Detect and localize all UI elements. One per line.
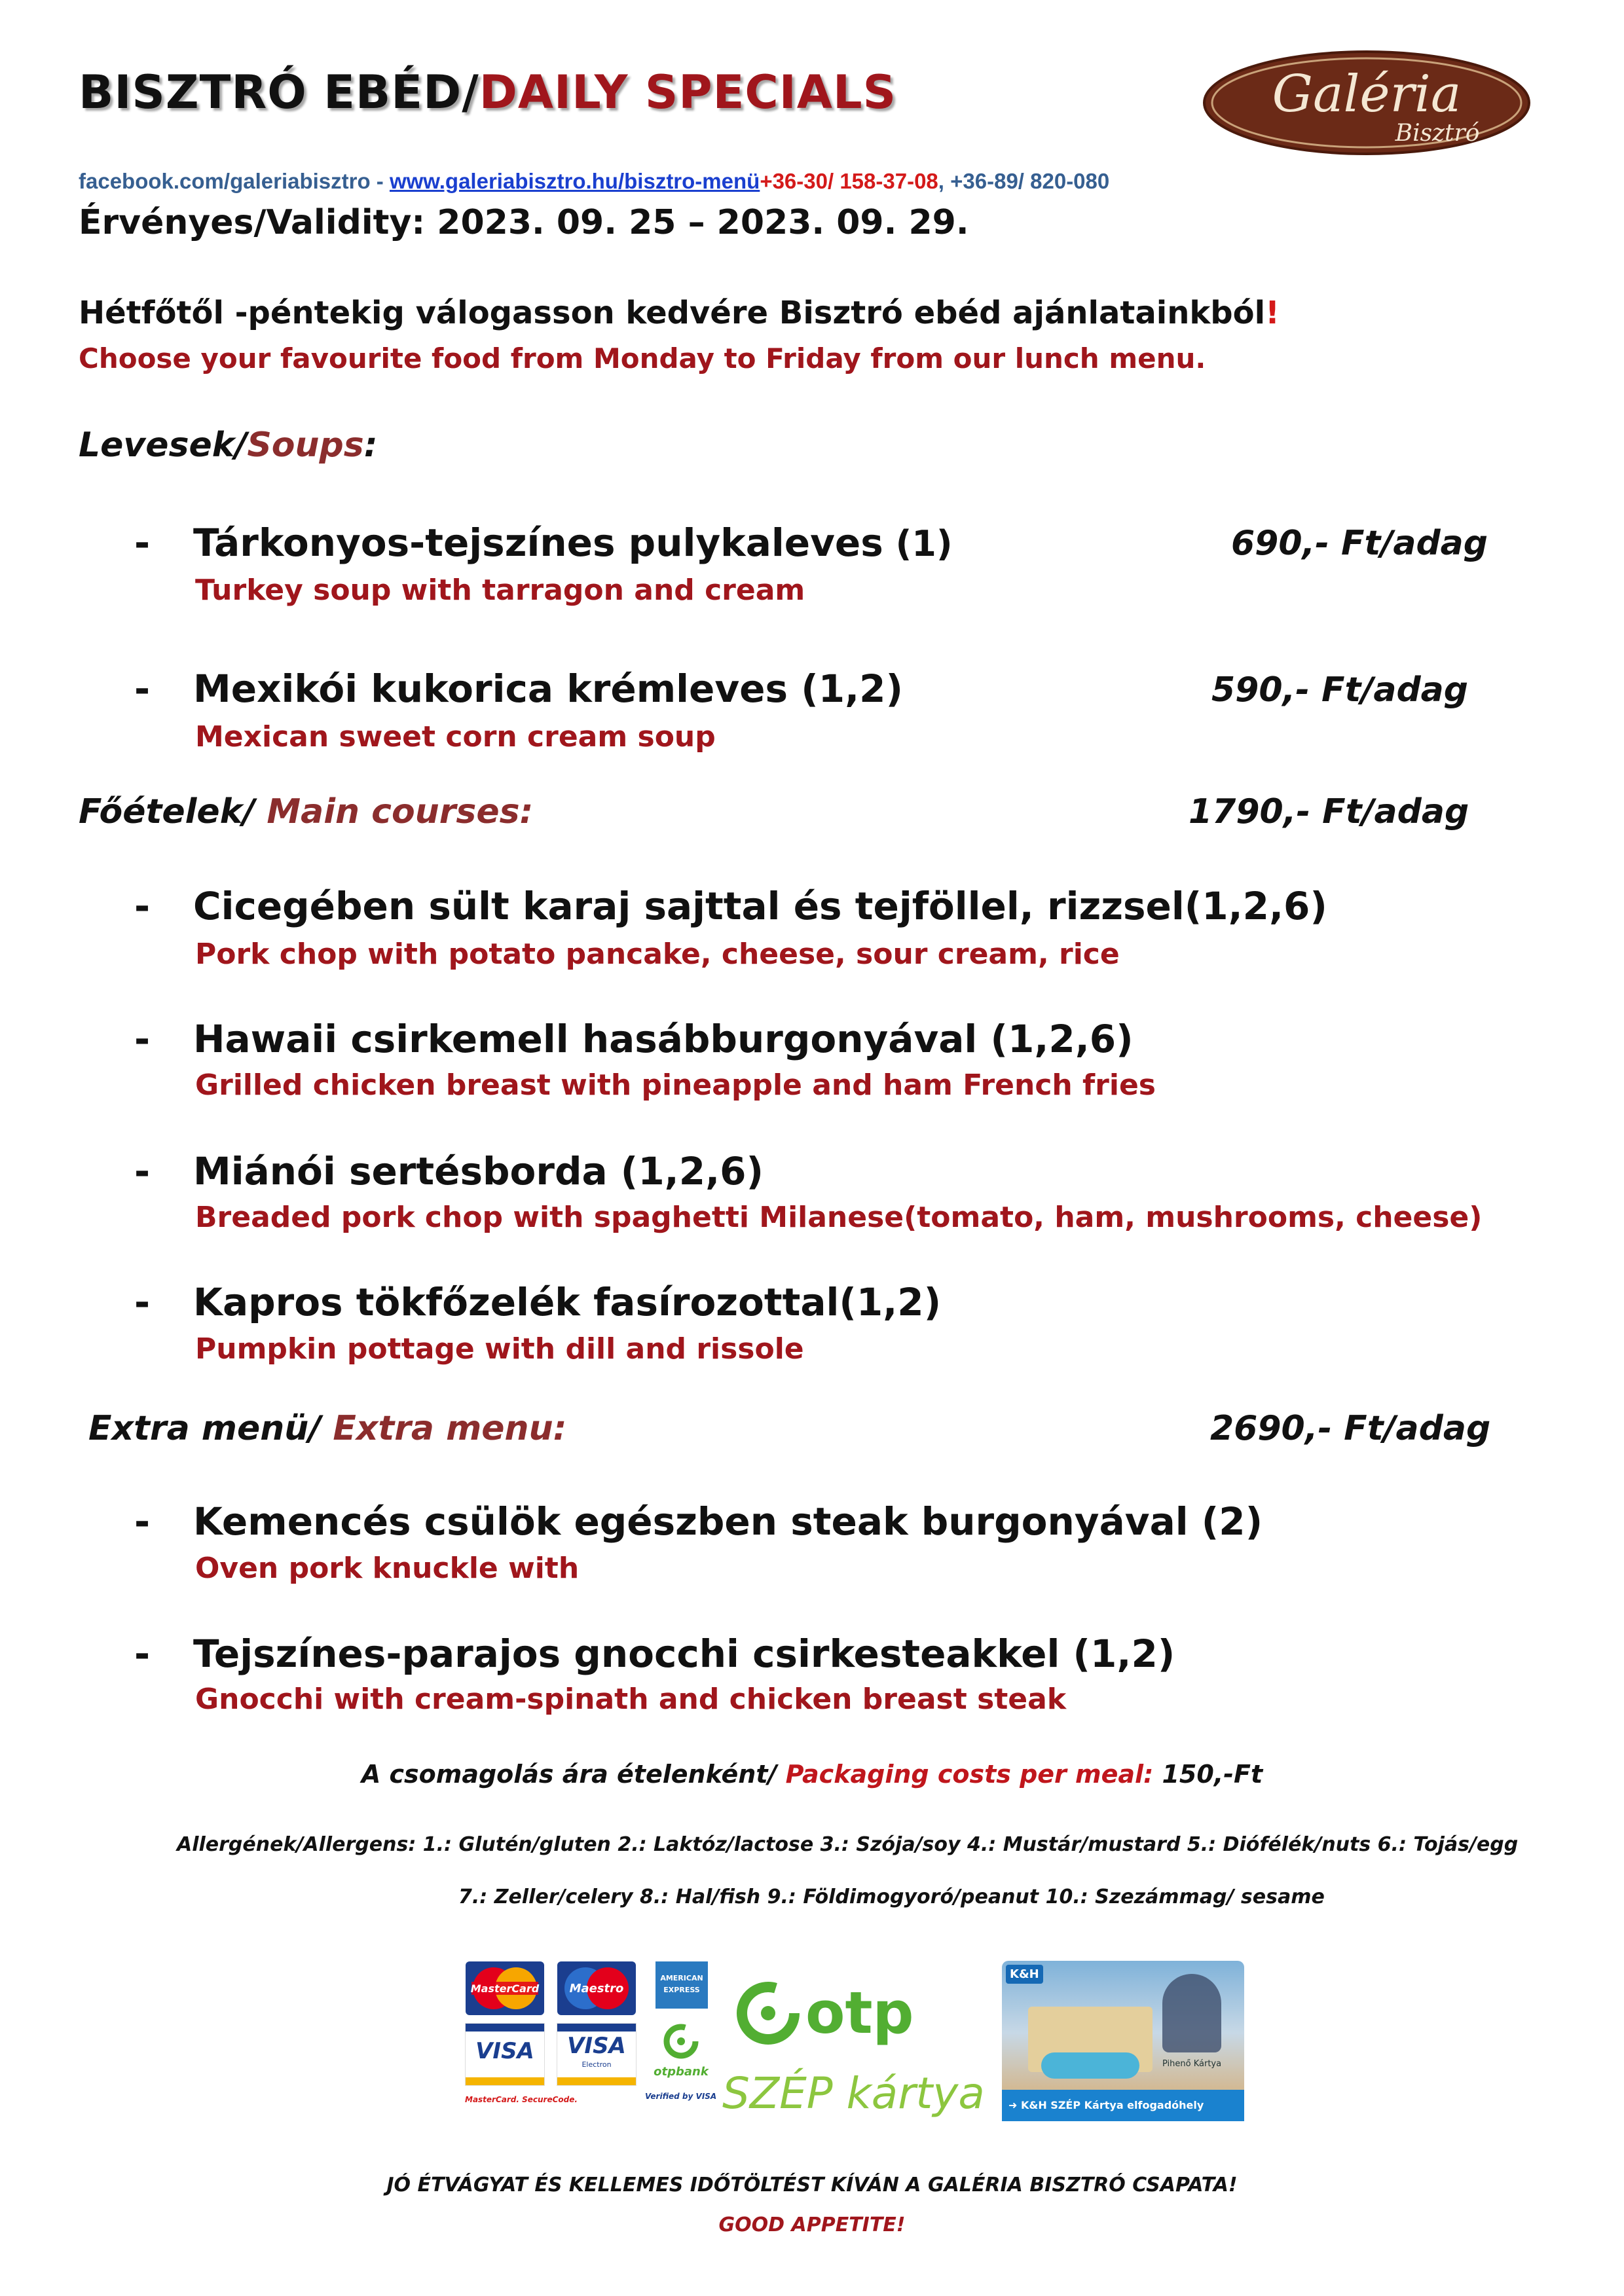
bullet-dash: - (134, 666, 151, 711)
kh-accept-text: K&H SZÉP Kártya elfogadóhely (1020, 2099, 1204, 2111)
soups-title-en: Soups (247, 426, 364, 465)
mastercard-icon (465, 1961, 545, 2016)
contact-line (79, 169, 1109, 194)
dish-name: Tejszínes-parajos gnocchi csirkesteakkel (1,2) (193, 1631, 1175, 1676)
website-link[interactable]: www.galeriabisztro.hu/bisztro-menü (389, 169, 760, 193)
kh-logo: K&H (1006, 1965, 1043, 1984)
extra-item-1-en: Oven pork knuckle with (195, 1552, 580, 1585)
packaging-note (0, 1760, 1624, 1789)
main-item-4 (134, 1280, 941, 1324)
american-express-icon (655, 1961, 709, 2009)
dish-name: Tárkonyos-tejszínes pulykaleves (193, 520, 883, 565)
svg-text:otp: otp (805, 1979, 914, 2047)
verified-by-visa: Verified by VISA (645, 2092, 717, 2101)
soups-title-hu: Levesek/ (79, 426, 248, 465)
kh-card-name: Pihenő Kártya (1162, 2059, 1222, 2069)
visa-electron-label: VISA (567, 2033, 626, 2059)
svg-text:Maestro: Maestro (569, 1982, 624, 1995)
main-item-1 (134, 884, 1327, 928)
intro-hu-excl: ! (1265, 295, 1280, 331)
visa-card-icon (465, 2023, 545, 2086)
facebook-link[interactable]: facebook.com/galeriabisztro - (79, 169, 390, 193)
extra-item-1 (134, 1499, 1263, 1544)
page-title (79, 65, 896, 119)
pool-image (1041, 2052, 1139, 2079)
dish-name: Cicegében sült karaj sajttal és tejföllel, rizzsel(1,2,6) (193, 884, 1327, 928)
svg-text:MasterCard: MasterCard (470, 1982, 540, 1995)
allergens-line-2: 7.: Zeller/celery 8.: Hal/fish 9.: Földimogyoró/peanut 10.: Szezámmag/ sesame (458, 1886, 1325, 1908)
bullet-dash: - (134, 1499, 151, 1544)
galeria-bisztro-logo (1202, 49, 1532, 157)
extra-title-hu: Extra menü/ (88, 1409, 333, 1448)
svg-text:otpbank: otpbank (654, 2065, 709, 2079)
mains-title-hu: Főételek/ (79, 792, 267, 831)
intro-hu-text: Hétfőtől -péntekig válogasson kedvére Bisztró ebéd ajánlatainkból (79, 295, 1266, 331)
kh-accept-bar (1002, 2090, 1244, 2121)
validity-date: Érvényes/Validity: 2023. 09. 25 – 2023. 09. 29. (79, 203, 969, 242)
main-item-2-en: Grilled chicken breast with pineapple and ham French fries (195, 1068, 1156, 1102)
dish-name: Miánói sertésborda (1,2,6) (193, 1149, 764, 1194)
packaging-hu: A csomagolás ára ételenként/ (361, 1760, 786, 1789)
extra-item-2-en: Gnocchi with cream-spinath and chicken breast steak (195, 1683, 1067, 1716)
intro-hu (79, 295, 1280, 331)
bullet-dash: - (134, 1017, 151, 1061)
dish-name: Mexikói kukorica krémleves (1,2) (193, 666, 903, 711)
footer-en: GOOD APPETITE! (718, 2214, 906, 2236)
extra-price: 2690,- Ft/adag (1210, 1409, 1491, 1448)
kh-szep-card (1002, 1961, 1244, 2121)
soup-item-2-price: 590,- Ft/adag (1211, 670, 1468, 710)
svg-text:EXPRESS: EXPRESS (663, 1986, 700, 1994)
main-item-1-en: Pork chop with potato pancake, cheese, sour cream, rice (195, 938, 1120, 971)
bullet-dash: - (134, 1149, 151, 1194)
dish-allergens: (1) (883, 523, 953, 564)
allergens-line-1: Allergének/Allergens: 1.: Glutén/gluten 2.: Laktóz/lactose 3.: Szója/soy 4.: Mustár/mustard 5.: Diófélék/nuts 6.: Tojás/egg (177, 1833, 1519, 1856)
soups-title-colon: : (363, 426, 378, 465)
visa-electron-icon (557, 2023, 637, 2086)
phone-separator: , (938, 169, 951, 193)
logo-text-sub: Bisztró (1395, 120, 1480, 147)
mains-title-en: Main courses: (267, 792, 534, 831)
arrow-right-icon: ➜ (1008, 2099, 1021, 2111)
electron-label: Electron (581, 2060, 612, 2069)
dish-name: Hawaii csirkemell hasábburgonyával (1,2,6) (193, 1017, 1134, 1061)
packaging-en: Packaging costs per meal: (785, 1760, 1154, 1789)
main-item-2 (134, 1017, 1134, 1061)
phone-1: +36-30/ 158-37-08 (760, 169, 938, 193)
dish-name: Kapros tökfőzelék fasírozottal(1,2) (193, 1280, 942, 1324)
mains-price: 1790,- Ft/adag (1189, 792, 1469, 831)
visa-label: VISA (475, 2038, 534, 2064)
intro-en: Choose your favourite food from Monday to Friday from our lunch menu. (79, 342, 1206, 374)
soup-item-1-price: 690,- Ft/adag (1231, 524, 1488, 563)
soup-item-2 (134, 666, 903, 711)
packaging-price: 150,-Ft (1153, 1760, 1263, 1789)
main-item-3 (134, 1149, 764, 1194)
logo-text-main: Galéria (1272, 65, 1462, 124)
extra-title-en: Extra menu: (333, 1409, 567, 1448)
maestro-icon (557, 1961, 637, 2016)
soup-item-1-en: Turkey soup with tarragon and cream (195, 574, 805, 607)
soup-item-2-en: Mexican sweet corn cream soup (195, 720, 716, 754)
dish-name: Kemencés csülök egészben steak burgonyával (2) (193, 1499, 1263, 1544)
payment-logos (465, 1961, 1238, 2144)
phone-2: +36-89/ 820-080 (950, 169, 1110, 193)
mastercard-securecode: MasterCard. SecureCode. (465, 2095, 578, 2104)
section-extra-title (88, 1409, 566, 1448)
svg-text:AMERICAN: AMERICAN (660, 1974, 703, 1982)
main-item-3-en: Breaded pork chop with spaghetti Milanese(tomato, ham, mushrooms, cheese) (195, 1201, 1483, 1234)
main-item-4-en: Pumpkin pottage with dill and rissole (195, 1332, 804, 1366)
otpbank-small-icon (655, 2016, 714, 2082)
section-mains-title (79, 792, 533, 831)
soup-item-1 (134, 520, 953, 565)
bullet-dash: - (134, 884, 151, 928)
bullet-dash: - (134, 520, 151, 565)
svg-text:SZÉP kártya: SZÉP kártya (722, 2068, 985, 2119)
bullet-dash: - (134, 1631, 151, 1676)
otp-szep-kartya-logo (717, 1967, 985, 2128)
extra-item-2 (134, 1631, 1175, 1676)
title-hu: BISZTRÓ EBÉD/ (79, 65, 479, 119)
bullet-dash: - (134, 1280, 151, 1324)
footer-hu: JÓ ÉTVÁGYAT ÉS KELLEMES IDŐTÖLTÉST KÍVÁN A GALÉRIA BISZTRÓ CSAPATA! (386, 2174, 1238, 2196)
portrait-image (1162, 1974, 1221, 2052)
title-en: DAILY SPECIALS (479, 65, 896, 119)
section-soups-title (79, 426, 378, 465)
